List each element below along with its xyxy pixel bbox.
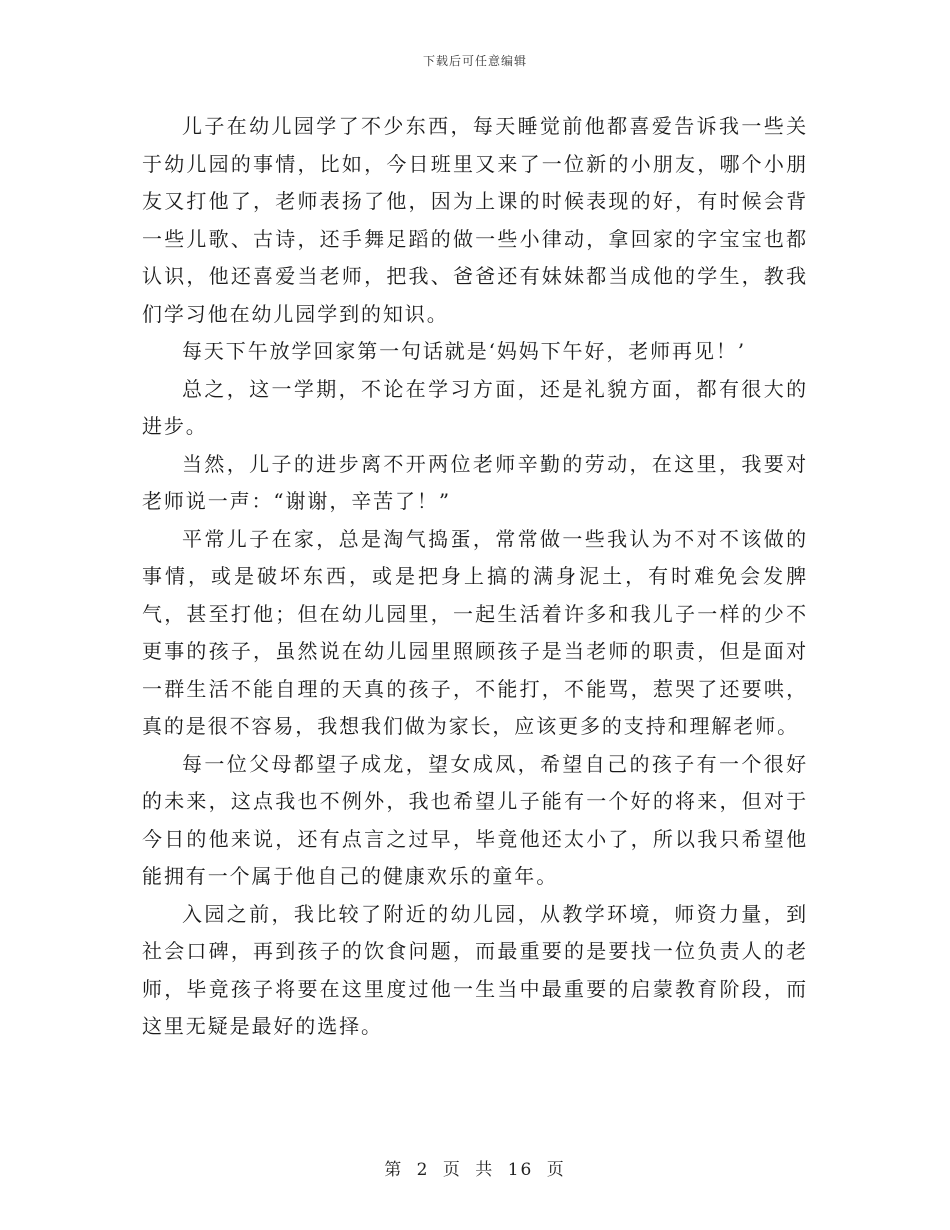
paragraph: 入园之前，我比较了附近的幼儿园，从教学环境，师资力量，到社会口碑，再到孩子的饮食问题，而最重要的是要找一位负责人的老师，毕竟孩子将要在这里度过他一生当中最重要的启蒙教育阶段，而这里无疑是最好的选择。	[142, 901, 808, 1038]
paragraph: 每天下午放学回家第一句话就是‘妈妈下午好，老师再见！’	[182, 339, 747, 363]
paragraph: 总之，这一学期，不论在学习方面，还是礼貌方面，都有很大的进步。	[142, 376, 808, 438]
page-number-footer: 第 2 页 共 16 页	[384, 1160, 566, 1180]
paragraph: 儿子在幼儿园学了不少东西，每天睡觉前他都喜爱告诉我一些关于幼儿园的事情，比如，今日班里又来了一位新的小朋友，哪个小朋友又打他了，老师表扬了他，因为上课的时候表现的好，有时候会背一些儿歌、古诗，还手舞足蹈的做一些小律动，拿回家的字宝宝也都认识，他还喜爱当老师，把我、爸爸还有妹妹都当成他的学生，教我们学习他在幼儿园学到的知识。	[142, 114, 808, 326]
paragraph: 当然，儿子的进步离不开两位老师辛勤的劳动，在这里，我要对老师说一声：“谢谢，辛苦了！”	[142, 451, 808, 513]
document-body	[142, 108, 808, 1046]
paragraph: 平常儿子在家，总是淘气捣蛋，常常做一些我认为不对不该做的事情，或是破坏东西，或是把身上搞的满身泥土，有时难免会发脾气，甚至打他；但在幼儿园里，一起生活着许多和我儿子一样的少不更事的孩子，虽然说在幼儿园里照顾孩子是当老师的职责，但是面对一群生活不能自理的天真的孩子，不能打，不能骂，惹哭了还要哄，真的是很不容易，我想我们做为家长，应该更多的支持和理解老师。	[142, 526, 808, 738]
paragraph: 每一位父母都望子成龙，望女成凤，希望自己的孩子有一个很好的未来，这点我也不例外，我也希望儿子能有一个好的将来，但对于今日的他来说，还有点言之过早，毕竟他还太小了，所以我只希望他能拥有一个属于他自己的健康欢乐的童年。	[142, 751, 808, 888]
page-header: 下载后可任意编辑	[422, 54, 527, 68]
